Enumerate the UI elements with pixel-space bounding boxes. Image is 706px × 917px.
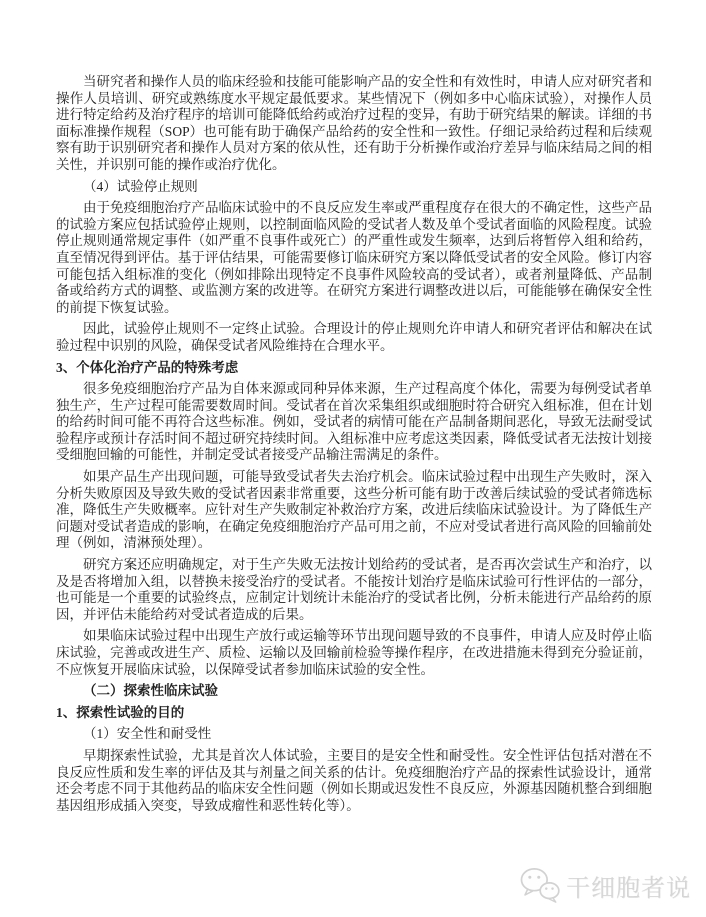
document-content — [56, 74, 652, 819]
paragraph-adverse-events-halt: 如果临床试验过程中出现生产放行或运输等环节出现问题导致的不良事件，申请人应及时停止临床试验，完善或改进生产、质检、运输以及回输前检验等操作程序，在改进措施未得到充分验证前，不应恢复开展临床试验，以保障受试者参加临床试验的安全性。 — [56, 628, 652, 677]
paragraph-early-exploratory: 早期探索性试验，尤其是首次人体试验，主要目的是安全性和耐受性。安全性评估包括对潜在不良反应性质和发生率的评估及其与剂量之间关系的估计。免疫细胞治疗产品的探索性试验设计，通常还会考虑不同于其他药品的临床安全性问题（例如长期或迟发性不良反应，外源基因随机整合到细胞基因组形成插入突变，导致成瘤性和恶性转化等）。 — [56, 747, 652, 813]
heading-exploratory-purpose: 1、探索性试验的目的 — [56, 704, 185, 720]
watermark — [519, 866, 691, 904]
watermark-label: 干细胞者说 — [566, 875, 691, 902]
subheading-trial-stopping-rules: （4）试验停止规则 — [83, 178, 198, 194]
paragraph-investigator-training: 当研究者和操作人员的临床经验和技能可能影响产品的安全性和有效性时，申请人应对研究者和操作人员培训、研究或熟练度水平规定最低要求。某些情况下（例如多中心临床试验），对操作人员进行特定给药及治疗程序的培训可能降低给药或治疗过程的变异，有助于研究结果的解读。详细的书面标准操作规程（SOP）也可能有助于确保产品给药的安全性和一致性。仔细记录给药过程和后续观察有助于识别研究者和操作人员对方案的依从性，还有助于分析操作或治疗差异与临床结局之间的相关性，并识别可能的操作或治疗优化。 — [56, 74, 652, 172]
heading-exploratory-trials: （二）探索性临床试验 — [83, 683, 218, 699]
paragraph-individualized-production: 很多免疫细胞治疗产品为自体来源或同种异体来源，生产过程高度个体化，需要为每例受试者单独生产，生产过程可能需要数周时间。受试者在首次采集组织或细胞时符合研究入组标准，但在计划的给药时间可能不再符合这些标准。例如，受试者的病情可能在产品制备期间恶化，导致无法耐受试验程序或预计存活时间不超过研究持续时间。入组标准中应考虑这类因素，降低受试者无法按计划接受细胞回输的可能性，并制定受试者接受产品输注需满足的条件。 — [56, 381, 652, 463]
paragraph-production-failure: 如果产品生产出现问题，可能导致受试者失去治疗机会。临床试验过程中出现生产失败时，深入分析失败原因及导致失败的受试者因素非常重要，这些分析可能有助于改善后续试验的受试者筛选标准，降低生产失败概率。应针对生产失败制定补救治疗方案，改进后续临床试验设计。为了降低生产问题对受试者造成的影响，在确定免疫细胞治疗产品可用之前，不应对受试者进行高风险的回输前处理（例如，清淋预处理）。 — [56, 469, 652, 551]
paragraph-protocol-provisions: 研究方案还应明确规定，对于生产失败无法按计划给药的受试者，是否再次尝试生产和治疗，以及是否将增加入组，以替换未接受治疗的受试者。不能按计划治疗是临床试验可行性评估的一部分，也可能是一个重要的试验终点，应制定计划统计未能治疗的受试者比例，分析未能进行产品给药的原因，并评估未能给药对受试者造成的后果。 — [56, 557, 652, 622]
subheading-safety-tolerability: （1）安全性和耐受性 — [83, 726, 212, 742]
paragraph-stopping-rules-conclusion: 因此，试验停止规则不一定终止试验。合理设计的停止规则允许申请人和研究者评估和解决在试验过程中识别的风险，确保受试者风险维持在合理水平。 — [56, 321, 652, 353]
heading-individualized-products: 3、个体化治疗产品的特殊考虑 — [56, 359, 239, 375]
paragraph-stopping-rules-detail: 由于免疫细胞治疗产品临床试验中的不良反应发生率或严重程度存在很大的不确定性，这些产品的试验方案应包括试验停止规则，以控制面临风险的受试者人数及单个受试者面临的风险程度。试验停止规则通常规定事件（如严重不良事件或死亡）的严重性或发生频率，达到后将暂停入组和给药，直至情况得到评估。基于评估结果，可能需要修订临床研究方案以降低受试者的安全风险。修订内容可能包括入组标准的变化（例如排除出现特定不良事件风险较高的受试者），或者剂量降低、产品制备或给药方式的调整、或监测方案的改进等。在研究方案进行调整改进以后，可能能够在确保安全性的前提下恢复试验。 — [56, 200, 652, 315]
wechat-icon — [519, 866, 561, 904]
